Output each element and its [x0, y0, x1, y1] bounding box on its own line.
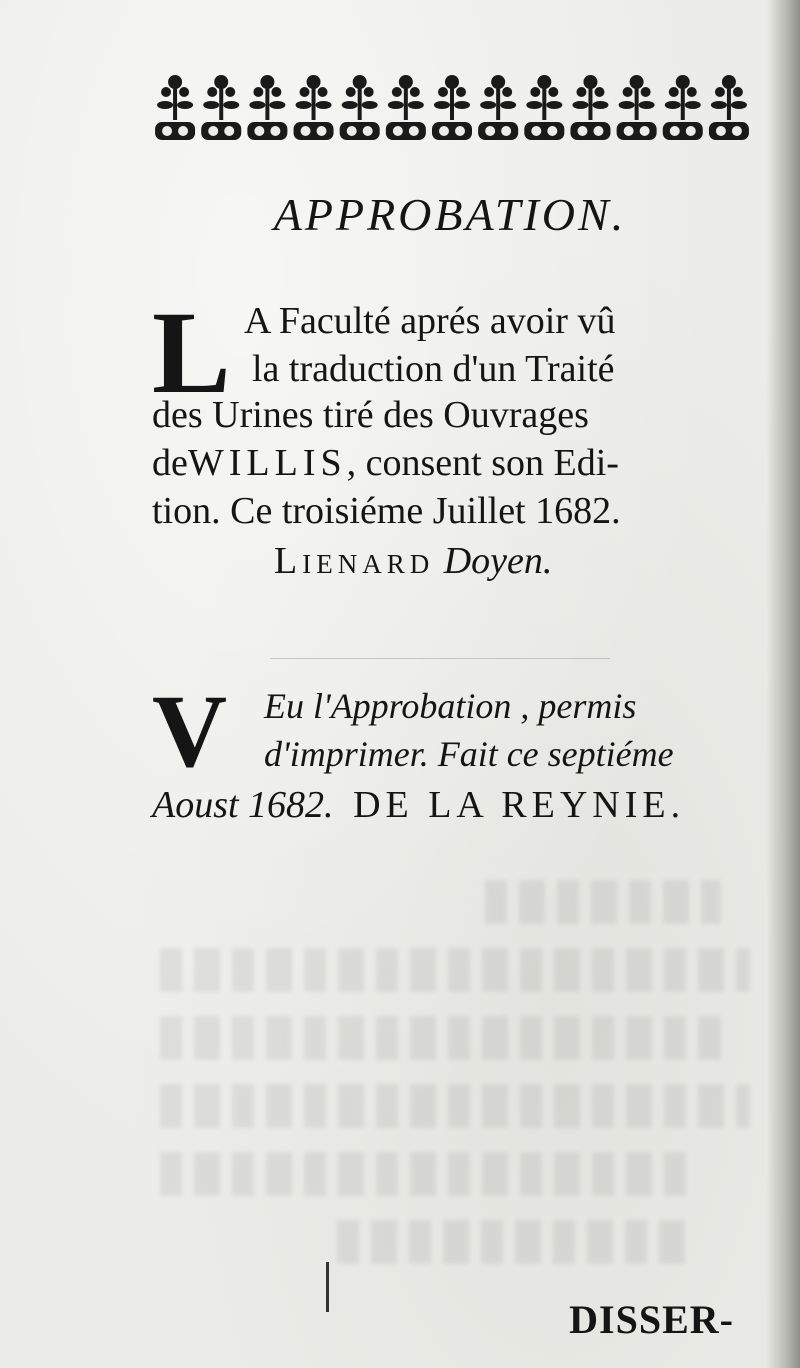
floral-fleuron-icon [152, 72, 752, 144]
approbation-line-4-suffix: , consent son Edi- [346, 442, 619, 484]
fleuron-1 [155, 75, 195, 140]
fleuron-2 [201, 75, 241, 140]
author-name: WILLIS [187, 442, 347, 484]
drop-cap-l: L [152, 287, 231, 418]
approbation-line-2: la traduction d'un Traité [252, 348, 615, 390]
permission-line-2: d'imprimer. Fait ce septiéme [264, 734, 674, 774]
permission-date: Aoust 1682. [152, 784, 334, 826]
fleuron-12 [663, 75, 703, 140]
fleuron-10 [570, 75, 610, 140]
fleuron-13 [709, 75, 749, 140]
section-divider [270, 658, 610, 659]
permission-line-1: Eu l'Approbation , permis [264, 686, 637, 726]
permission-text [152, 674, 752, 836]
approbation-line-4-prefix: de [152, 442, 188, 484]
approbation-line-1: A Faculté aprés avoir vû [244, 300, 616, 342]
approbation-text [152, 287, 752, 598]
approbation-line-5: tion. Ce troisiéme Juillet 1682. [152, 490, 621, 532]
bleed-through-text [160, 880, 750, 1300]
ornament-band [152, 72, 752, 144]
fleuron-6 [386, 75, 426, 140]
approbation-signature [274, 542, 552, 580]
fleuron-7 [432, 75, 472, 140]
page-gutter-shadow [766, 0, 800, 1368]
permission-signatory: DE LA REYNIE. [353, 784, 686, 826]
approbation-line-3: des Urines tiré des Ouvrages [152, 394, 589, 436]
catchword: DISSER- [569, 1297, 734, 1342]
fleuron-8 [478, 75, 518, 140]
approbation-line-4 [152, 444, 619, 482]
signature-name: Lienard [274, 540, 435, 582]
signature-title: Doyen. [443, 540, 553, 582]
fleuron-3 [247, 75, 287, 140]
fleuron-5 [340, 75, 380, 140]
permission-line-3 [152, 786, 685, 824]
fleuron-9 [524, 75, 564, 140]
fleuron-11 [617, 75, 657, 140]
fleuron-4 [294, 75, 334, 140]
approbation-title: APPROBATION. [273, 189, 627, 240]
ink-mark [326, 1262, 329, 1312]
drop-cap-v: V [152, 674, 228, 789]
